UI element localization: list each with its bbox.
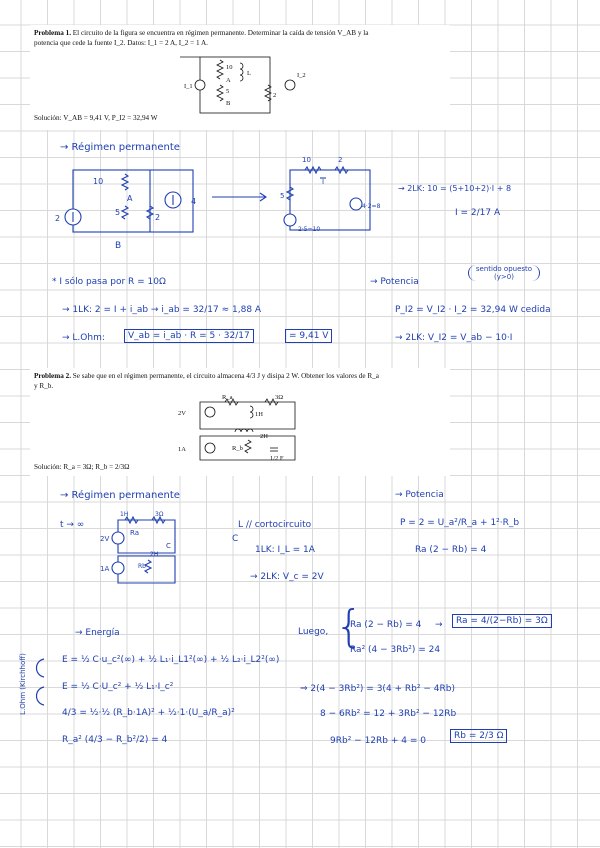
notes2-luego: Luego, <box>298 627 329 637</box>
problem1-title: Problema 1. <box>34 29 71 37</box>
p1-node-b: B <box>226 100 231 107</box>
notes2-lk2: → 2LK: V_c = 2V <box>250 572 324 582</box>
n2-c: C <box>166 542 171 550</box>
problem2-block <box>30 368 450 476</box>
n1-left-r5: 5 <box>115 208 121 217</box>
n1-right-r2: 2 <box>338 156 343 164</box>
n2-r3: 3Ω <box>155 511 164 518</box>
p2-rb-label: R_b <box>232 445 243 452</box>
p2-i-label: 1A <box>178 446 186 453</box>
notes2-potencia: → Potencia <box>395 490 444 500</box>
notes1-lk2: → 2LK: 10 = (5+10+2)·I + 8 <box>398 184 512 193</box>
notes2-lk1: 1LK: I_L = 1A <box>255 545 315 555</box>
notes2-side-label: L.Ohm (Kirchhoff) <box>18 653 27 715</box>
problem1-figure <box>180 55 306 117</box>
notes2-circuit <box>100 508 190 588</box>
notes2-t-inf: t → ∞ <box>60 520 85 530</box>
notes1-lohm-prefix: → L.Ohm: <box>62 333 105 343</box>
notes2-p-eq2: Ra (2 − Rb) = 4 <box>415 545 487 555</box>
p1-node-a: A <box>226 77 231 84</box>
n2-rb: Rb <box>138 563 146 570</box>
problem1-block <box>30 25 450 130</box>
notes1-lohm-result: = 9,41 V <box>285 329 332 343</box>
brace-icon: { <box>335 601 363 652</box>
n2-l1: 1H <box>120 511 129 518</box>
notes2-energia: → Energía <box>75 628 120 638</box>
notes2-result-box: Rb = 2/3 Ω <box>450 729 507 743</box>
n1-left-node-a: A <box>127 194 133 203</box>
notes1-circuit-left <box>55 162 205 252</box>
notes2-e4: R_a² (4/3 − R_b²/2) = 4 <box>62 735 168 745</box>
notes2-e1: E = ½ C·u_c²(∞) + ½ L₁·i_L1²(∞) + ½ L₂·i_L2²(∞) <box>62 655 280 665</box>
p1-r2-label: 5 <box>226 88 230 95</box>
n1-right-src-right: 4·2=8 <box>362 203 381 210</box>
p1-inductor-label: L <box>247 70 251 77</box>
n1-left-src-left: 2 <box>55 214 61 223</box>
n2-i: 1A <box>100 565 110 573</box>
notes1-pi2: P_I2 = V_I2 · I_2 = 32,94 W cedida <box>395 305 551 315</box>
notes2-e3: 4/3 = ½·½ (R_b·1A)² + ½·1·(U_a/R_a)² <box>62 708 235 718</box>
problem1-statement: Problema 1. El circuito de la figura se encuentra en régimen permanente. Determinar la caída de tensión V_AB y la potencia que cede la fuente I_2. Datos: I_1 = 2 A, I_2 = 1 A. <box>34 29 369 48</box>
arrow-right-icon: → <box>435 620 443 630</box>
notes2-p-eq: P = 2 = U_a²/R_a + 1²·R_b <box>400 518 520 528</box>
problem2-solution: Solución: R_a = 3Ω; R_b = 2/3Ω <box>34 463 130 471</box>
p2-l2-label: 2H <box>260 433 268 440</box>
p2-l1-label: 1H <box>255 411 263 418</box>
notes1-circuit-right <box>280 152 390 242</box>
n1-right-r5: 5 <box>280 192 285 200</box>
p2-r3-label: 3Ω <box>275 394 284 401</box>
notes2-step2: 8 − 6Rb² = 12 + 3Rb² − 12Rb <box>320 709 457 719</box>
n1-left-node-b: B <box>115 241 122 251</box>
notes2-sys1-box: Ra = 4/(2−Rb) = 3Ω <box>452 614 552 628</box>
arrow-right-icon <box>210 192 270 202</box>
notes1-i-result: I = 2/17 A <box>455 208 501 218</box>
notes2-short: L // cortocircuito <box>238 520 312 530</box>
p1-r3-label: 2 <box>273 92 277 99</box>
n1-right-r10: 10 <box>302 156 311 164</box>
p1-src1-label: I_1 <box>184 83 193 90</box>
p2-ra-label: R_a <box>222 394 233 401</box>
n1-right-src-left: 2·5=10 <box>298 226 321 233</box>
curly-arrow-icon <box>32 655 48 715</box>
notes1-lk2b: → 2LK: V_I2 = V_ab − 10·I <box>395 333 513 343</box>
notes1-potencia: → Potencia <box>370 277 419 287</box>
notes2-e2: E = ½ C·U_c² + ½ L₁·I_c² <box>62 682 174 692</box>
notes1-lk1: → 1LK: 2 = I + i_ab → i_ab = 32/17 ≈ 1,88 A <box>62 305 262 315</box>
notes1-lohm-box: V_ab = i_ab · R = 5 · 32/17 <box>124 329 254 343</box>
n1-right-i: I <box>322 178 325 186</box>
problem2-title: Problema 2. <box>34 372 71 380</box>
notes2-step1: ⇒ 2(4 − 3Rb²) = 3(4 + Rb² − 4Rb) <box>300 684 455 694</box>
problem2-statement: Problema 2. Se sabe que en el régimen permanente, el circuito almacena 4/3 J y disipa 2 W. Obtener los valores de R_a y R_b. <box>34 372 379 391</box>
n2-v: 2V <box>100 535 110 543</box>
problem1-solution: Solución: V_AB = 9,41 V, P_I2 = 32,94 W <box>34 114 158 122</box>
notes1-only-passes: * I sólo pasa por R = 10Ω <box>52 277 166 287</box>
n1-left-r10: 10 <box>93 177 104 186</box>
n1-left-src-right: 4 <box>191 197 197 206</box>
notes2-heading: → Régimen permanente <box>60 490 180 501</box>
notes1-heading: → Régimen permanente <box>60 142 180 153</box>
notes2-step3: 9Rb² − 12Rb + 4 = 0 <box>330 736 426 746</box>
p2-c-label: 1/2 F <box>270 455 284 462</box>
n2-l2: 2H <box>150 551 159 558</box>
p2-v-label: 2V <box>178 410 186 417</box>
notes2-open: C <box>232 534 239 544</box>
p1-r1-label: 10 <box>226 64 233 71</box>
notes1-sentido: sentido opuesto (y>0) <box>468 265 540 281</box>
p1-src2-label: I_2 <box>297 72 306 79</box>
problem2-figure <box>170 394 310 466</box>
n2-ra: Ra <box>130 529 139 537</box>
notes2-sys1: Ra (2 − Rb) = 4 <box>350 620 422 630</box>
notes2-sys2: Ra² (4 − 3Rb²) = 24 <box>350 645 441 655</box>
n1-left-r2: 2 <box>155 213 161 222</box>
